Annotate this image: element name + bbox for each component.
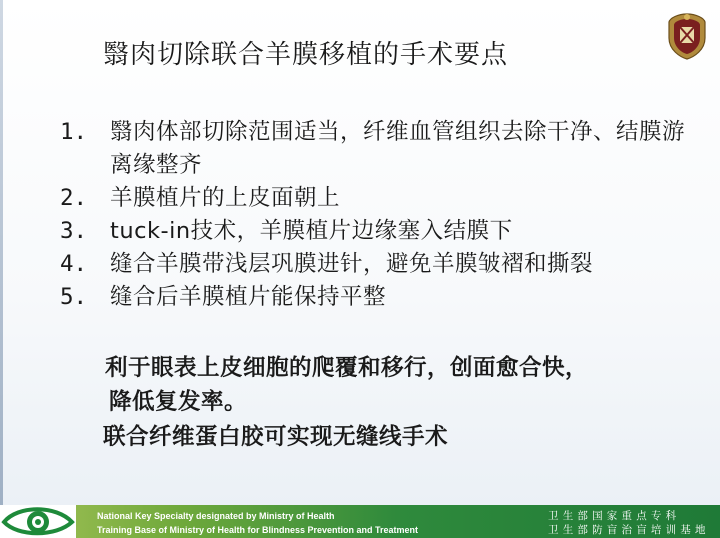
conclusion-line-3: 联合纤维蛋白胶可实现无缝线手术 — [103, 424, 449, 450]
list-text: tuck-in技术，羊膜植片边缘塞入结膜下 — [110, 218, 513, 244]
list-number: 2. — [60, 185, 88, 211]
slide-title: 翳肉切除联合羊膜移植的手术要点 — [103, 40, 509, 70]
list-item — [60, 182, 700, 215]
slide-left-border — [0, 0, 3, 505]
list-number: 1. — [60, 119, 88, 145]
footer-chinese-line-1: 卫生部国家重点专科 — [548, 510, 681, 522]
list-item — [60, 116, 700, 182]
conclusion-line-1: 利于眼表上皮细胞的爬覆和移行，创面愈合快， — [105, 355, 589, 381]
list-text: 缝合羊膜带浅层巩膜进针，避免羊膜皱褶和撕裂 — [110, 251, 594, 277]
list-text: 翳肉体部切除范围适当，纤维血管组织去除干净、结膜游离缘整齐 — [110, 119, 686, 178]
conclusion-line-2: 降低复发率。 — [109, 389, 248, 415]
footer-chinese-line-2: 卫生部防盲治盲培训基地 — [548, 524, 710, 536]
footer-english-line-1: National Key Specialty designated by Ministry of Health — [97, 511, 335, 521]
university-crest-icon — [666, 12, 708, 60]
list-item — [60, 215, 700, 248]
eye-logo-icon — [0, 497, 76, 538]
list-item — [60, 248, 700, 281]
list-text: 羊膜植片的上皮面朝上 — [110, 185, 341, 211]
footer-english-line-2: Training Base of Ministry of Health for Blindness Prevention and Treatment — [97, 525, 419, 535]
list-text: 缝合后羊膜植片能保持平整 — [110, 284, 387, 310]
list-item — [60, 281, 700, 314]
list-number: 5. — [60, 284, 88, 310]
surgical-points-list — [60, 116, 700, 314]
list-number: 3. — [60, 218, 88, 244]
list-number: 4. — [60, 251, 88, 277]
